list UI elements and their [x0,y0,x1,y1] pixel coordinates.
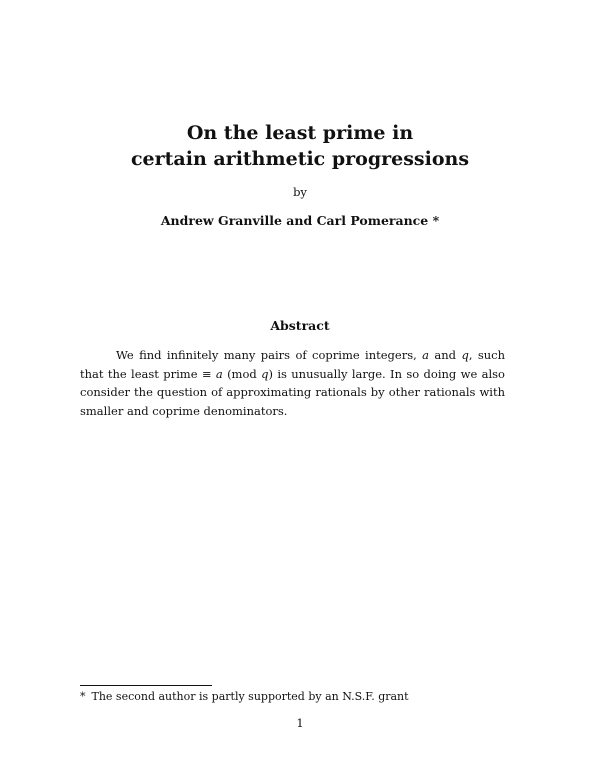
footnote [80,690,520,704]
math-variable-q: q [461,348,469,362]
abstract-text-segment: We find infinitely many pairs of coprime integers, [116,348,423,362]
abstract-text-segment: (mod [222,366,262,381]
footnote-marker: * [80,690,86,703]
footnote-text: The second author is partly supported by an N.S.F. grant [91,690,409,703]
abstract-body [80,346,505,420]
abstract-text-segment: and [429,348,462,362]
byline: by [293,185,307,199]
abstract-text-segment: ) is unusually large. In so doing we also consider the question of approximating rationals by other rationals with smaller and coprime denominators. [80,366,505,418]
abstract-text-segment: , such that the least prime ≡ [80,348,506,381]
paper-title-line-2: certain arithmetic progressions [130,148,470,170]
abstract-heading: Abstract [270,318,330,333]
footnote-rule [80,685,212,686]
math-variable-a: a [422,348,430,362]
paper-title-line-1: On the least prime in [186,122,414,144]
authors: Andrew Granville and Carl Pomerance * [160,213,440,228]
page-number: 1 [296,716,304,730]
math-variable-a: a [215,366,223,381]
math-variable-q: q [261,366,269,381]
